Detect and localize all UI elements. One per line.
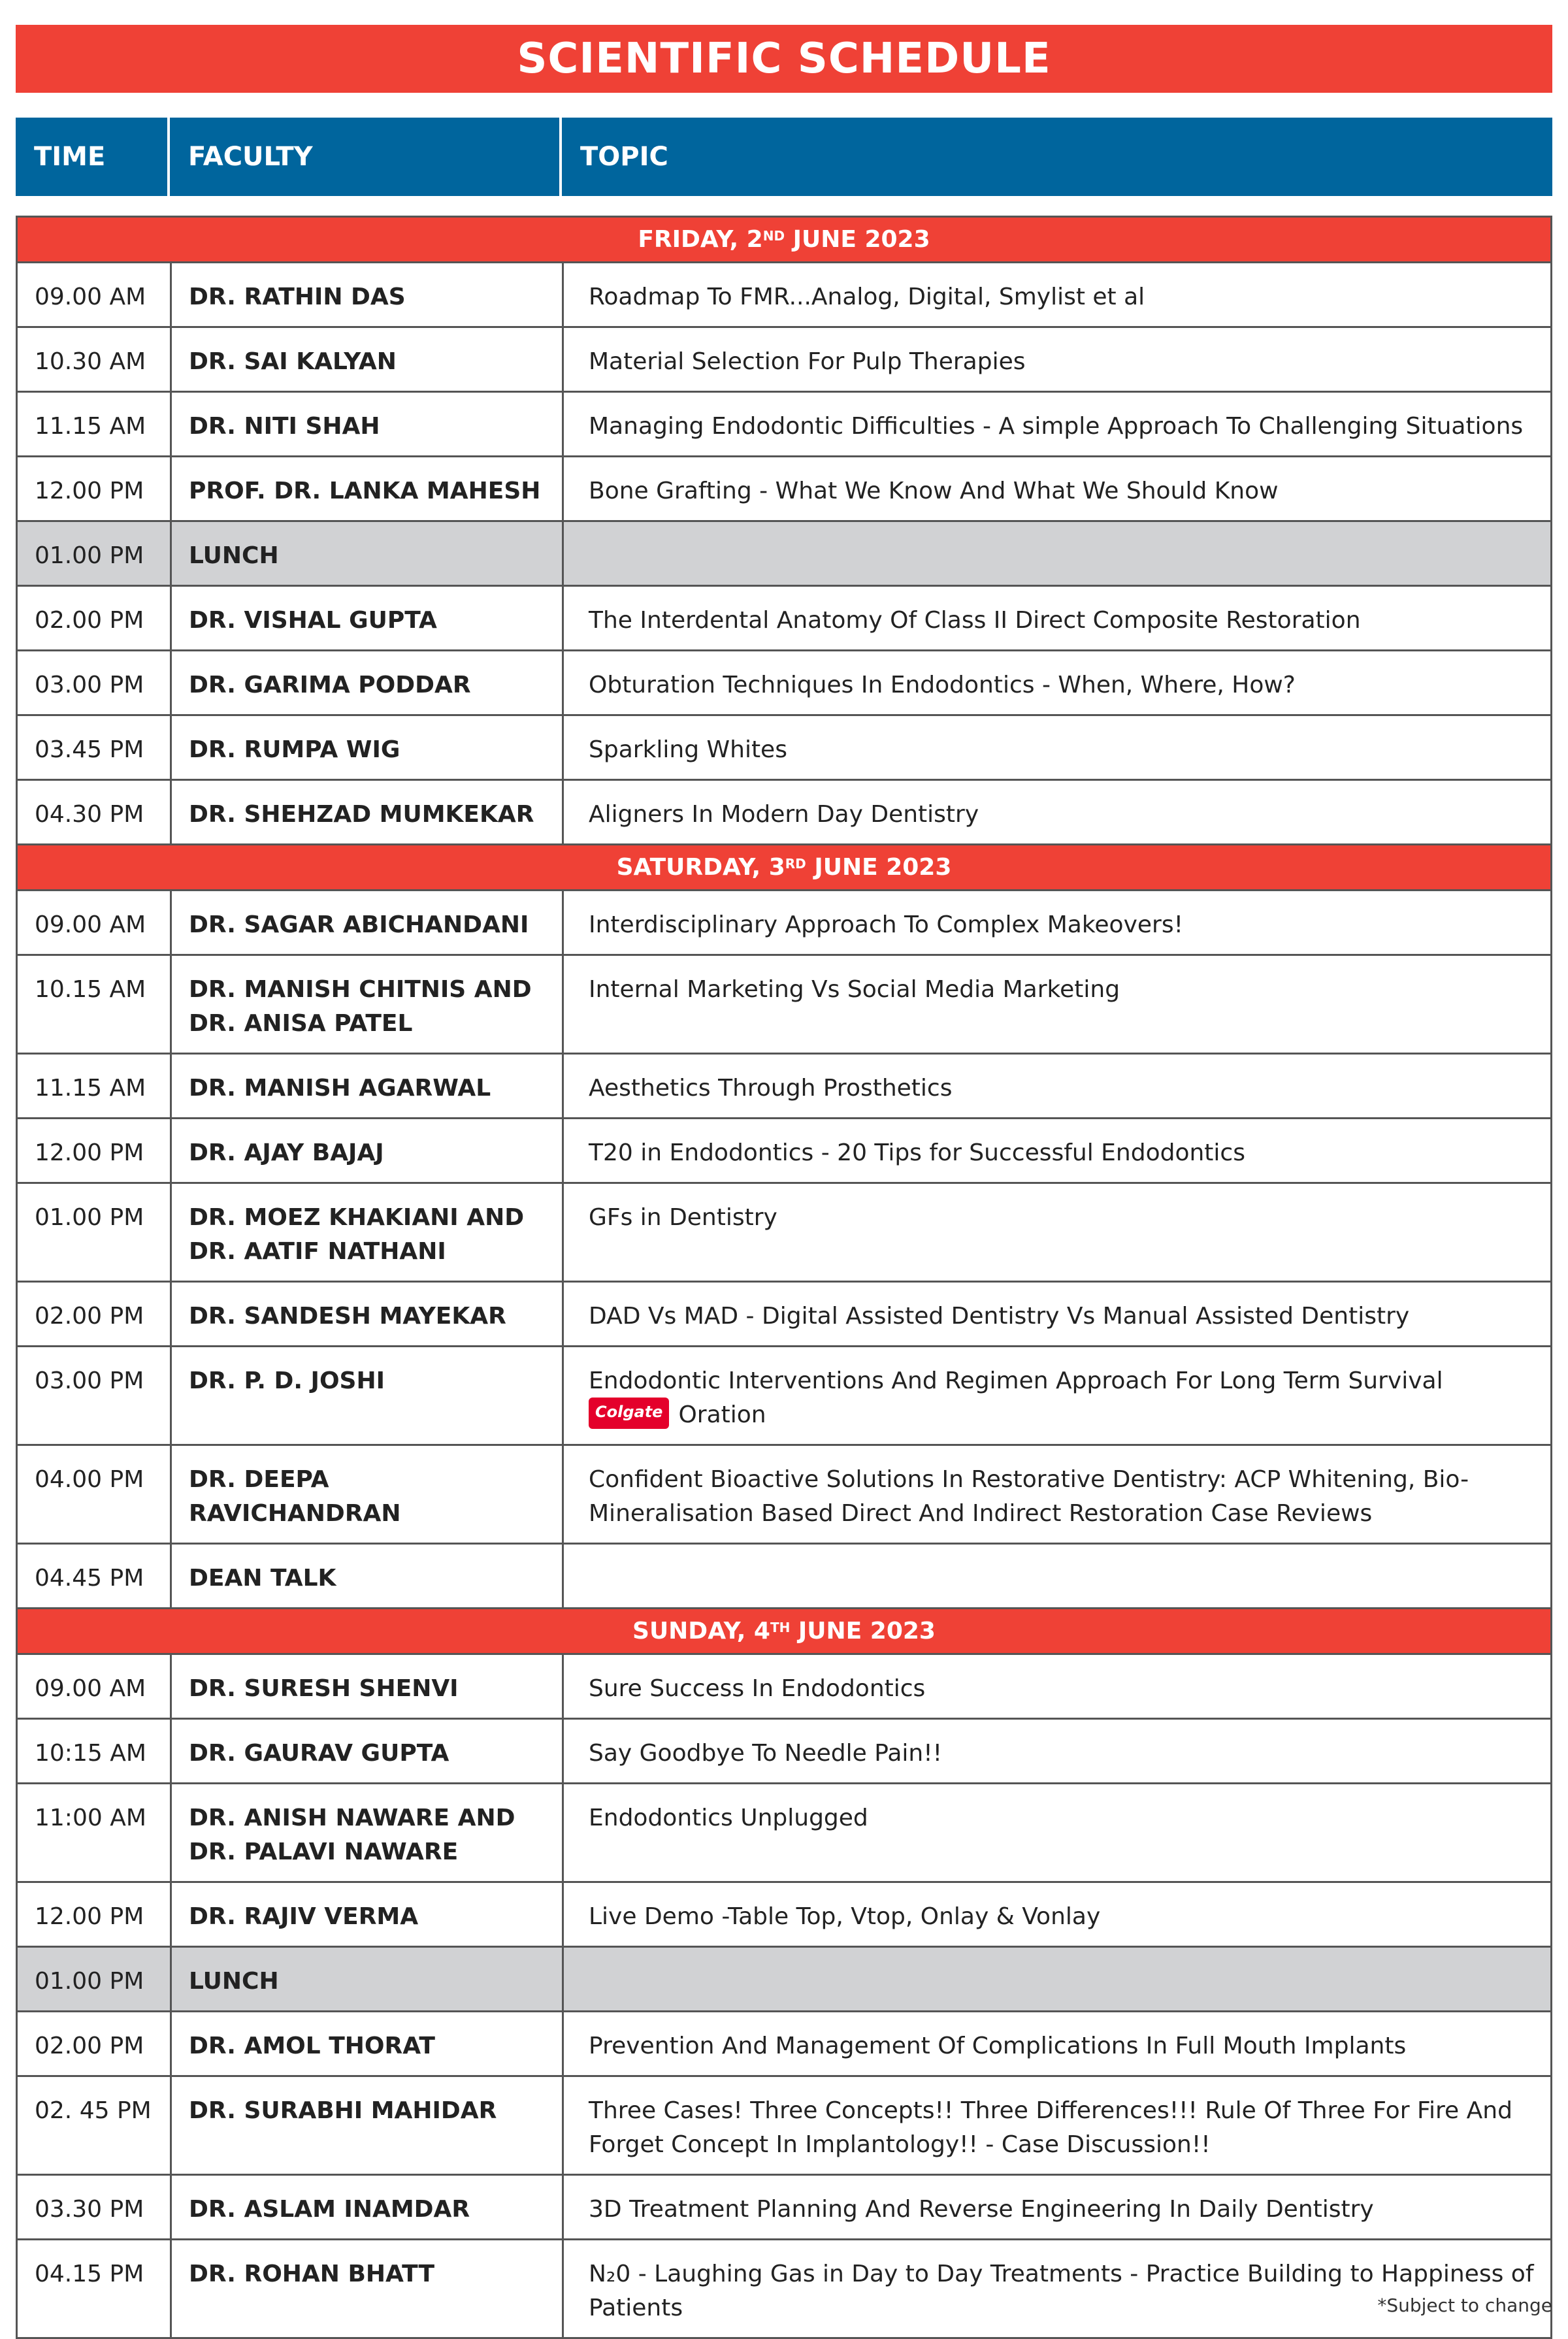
session-row (18, 1784, 1550, 1883)
session-topic: Three Cases! Three Concepts!! Three Differences!!! Rule Of Three For Fire And Forget Concept In Implantology!! - Case Discussion!! (589, 2097, 1512, 2158)
session-faculty: LUNCH (172, 522, 564, 585)
session-topic-cell (564, 1446, 1550, 1543)
session-faculty: DR. MANISH AGARWAL (172, 1055, 564, 1117)
session-row (18, 1720, 1550, 1784)
session-topic: Sparkling Whites (589, 736, 787, 763)
oration-line (589, 1398, 1535, 1432)
session-faculty: LUNCH (172, 1948, 564, 2010)
session-topic: Say Goodbye To Needle Pain!! (589, 1740, 943, 1767)
session-faculty: DR. SURABHI MAHIDAR (172, 2077, 564, 2174)
session-row (18, 1446, 1550, 1545)
session-topic-cell (564, 2077, 1550, 2174)
session-topic-cell (564, 891, 1550, 954)
session-topic-cell (564, 1948, 1550, 2010)
session-topic: Bone Grafting - What We Know And What We Should Know (589, 478, 1279, 504)
session-time: 11.15 AM (18, 1055, 172, 1117)
session-topic: T20 in Endodontics - 20 Tips for Successful Endodontics (589, 1139, 1245, 1166)
session-row (18, 891, 1550, 956)
session-faculty: DR. ROHAN BHATT (172, 2240, 564, 2337)
session-faculty: DR. RUMPA WIG (172, 716, 564, 779)
session-topic-cell (564, 1347, 1550, 1444)
day-header (18, 1609, 1550, 1655)
session-topic-cell (564, 1283, 1550, 1345)
day-ordinal-suffix: ND (762, 227, 785, 244)
session-faculty: PROF. DR. LANKA MAHESH (172, 457, 564, 520)
session-topic-cell (564, 1720, 1550, 1782)
day-month-year: JUNE 2023 (806, 854, 952, 881)
session-time: 04.30 PM (18, 781, 172, 843)
session-time: 01.00 PM (18, 1184, 172, 1281)
session-row (18, 2012, 1550, 2077)
session-row (18, 956, 1550, 1055)
session-time: 02.00 PM (18, 1283, 172, 1345)
session-faculty: DR. SHEHZAD MUMKEKAR (172, 781, 564, 843)
session-faculty: DR. DEEPA RAVICHANDRAN (172, 1446, 564, 1543)
session-time: 04.45 PM (18, 1545, 172, 1607)
session-time: 10.15 AM (18, 956, 172, 1053)
session-time: 03.30 PM (18, 2176, 172, 2238)
session-topic: Endodontic Interventions And Regimen Approach For Long Term Survival (589, 1367, 1443, 1394)
header-topic: TOPIC (580, 142, 668, 172)
session-faculty: DR. AJAY BAJAJ (172, 1119, 564, 1182)
session-time: 12.00 PM (18, 1883, 172, 1946)
session-topic: 3D Treatment Planning And Reverse Engineering In Daily Dentistry (589, 2196, 1374, 2223)
session-row (18, 393, 1550, 457)
session-topic-cell (564, 1119, 1550, 1182)
session-topic: Live Demo -Table Top, Vtop, Onlay & Vonlay (589, 1903, 1101, 1930)
colgate-logo: Colgate (589, 1398, 669, 1429)
day-ordinal-suffix: RD (785, 855, 806, 872)
session-topic: Obturation Techniques In Endodontics - When, Where, How? (589, 672, 1296, 698)
session-time: 11.15 AM (18, 393, 172, 455)
session-faculty: DR. MOEZ KHAKIANI AND DR. AATIF NATHANI (172, 1184, 564, 1281)
session-topic: The Interdental Anatomy Of Class II Direct Composite Restoration (589, 607, 1361, 634)
session-topic-cell (564, 2176, 1550, 2238)
table-header (16, 118, 1552, 196)
day-month-year: JUNE 2023 (785, 226, 930, 253)
day-header (18, 218, 1550, 263)
lunch-row (18, 522, 1550, 587)
session-time: 12.00 PM (18, 1119, 172, 1182)
session-faculty: DR. VISHAL GUPTA (172, 587, 564, 649)
session-row (18, 1655, 1550, 1720)
session-faculty: DR. SANDESH MAYEKAR (172, 1283, 564, 1345)
session-topic-cell (564, 328, 1550, 391)
schedule-title: SCIENTIFIC SCHEDULE (16, 25, 1552, 93)
session-faculty: DR. RAJIV VERMA (172, 1883, 564, 1946)
day-label: FRIDAY, 2 (638, 226, 763, 253)
session-topic: GFs in Dentistry (589, 1204, 777, 1231)
session-time: 03.45 PM (18, 716, 172, 779)
session-faculty: DR. ANISH NAWARE AND DR. PALAVI NAWARE (172, 1784, 564, 1881)
session-faculty: DR. AMOL THORAT (172, 2012, 564, 2075)
session-row (18, 457, 1550, 522)
session-row (18, 1119, 1550, 1184)
session-time: 03.00 PM (18, 651, 172, 714)
session-topic: Endodontics Unplugged (589, 1805, 868, 1831)
session-topic: Internal Marketing Vs Social Media Marketing (589, 976, 1120, 1003)
session-row (18, 1347, 1550, 1446)
session-topic-cell (564, 1184, 1550, 1281)
session-row (18, 1184, 1550, 1283)
session-row (18, 328, 1550, 393)
session-faculty: DR. MANISH CHITNIS AND DR. ANISA PATEL (172, 956, 564, 1053)
session-topic-cell (564, 651, 1550, 714)
day-label: SATURDAY, 3 (616, 854, 785, 881)
header-time: TIME (16, 118, 170, 196)
session-topic-cell (564, 457, 1550, 520)
session-topic-cell (564, 1055, 1550, 1117)
session-faculty: DR. GAURAV GUPTA (172, 1720, 564, 1782)
session-topic: Prevention And Management Of Complications In Full Mouth Implants (589, 2033, 1407, 2059)
session-topic-cell (564, 2012, 1550, 2075)
session-faculty: DR. P. D. JOSHI (172, 1347, 564, 1444)
session-topic-cell (564, 716, 1550, 779)
session-topic: Aesthetics Through Prosthetics (589, 1075, 953, 1102)
session-faculty: DR. SAI KALYAN (172, 328, 564, 391)
session-row (18, 1283, 1550, 1347)
day-month-year: JUNE 2023 (790, 1618, 936, 1644)
day-ordinal-suffix: TH (770, 1619, 791, 1635)
session-row (18, 2077, 1550, 2176)
session-row (18, 716, 1550, 781)
session-time: 02.00 PM (18, 587, 172, 649)
session-topic-cell (564, 956, 1550, 1053)
session-topic-cell (564, 263, 1550, 326)
session-row (18, 1545, 1550, 1609)
session-time: 09.00 AM (18, 891, 172, 954)
session-time: 10:15 AM (18, 1720, 172, 1782)
session-time: 02. 45 PM (18, 2077, 172, 2174)
session-time: 10.30 AM (18, 328, 172, 391)
session-time: 01.00 PM (18, 1948, 172, 2010)
session-faculty: DR. SAGAR ABICHANDANI (172, 891, 564, 954)
session-time: 04.00 PM (18, 1446, 172, 1543)
session-row (18, 1883, 1550, 1948)
schedule-table (16, 216, 1552, 2339)
session-topic: Interdisciplinary Approach To Complex Makeovers! (589, 911, 1184, 938)
session-topic: Confident Bioactive Solutions In Restorative Dentistry: ACP Whitening, Bio-Mineralisation Based Direct And Indirect Restoration Case Reviews (589, 1466, 1469, 1527)
footnote: *Subject to change (1377, 2295, 1552, 2316)
session-topic: Aligners In Modern Day Dentistry (589, 801, 979, 828)
session-row (18, 2176, 1550, 2240)
session-topic-cell (564, 393, 1550, 455)
session-topic: Sure Success In Endodontics (589, 1675, 926, 1702)
session-time: 09.00 AM (18, 263, 172, 326)
session-topic: Material Selection For Pulp Therapies (589, 348, 1026, 375)
session-row (18, 587, 1550, 651)
session-topic: N₂0 - Laughing Gas in Day to Day Treatments - Practice Building to Happiness of Patients (589, 2261, 1534, 2321)
session-row (18, 2240, 1550, 2339)
session-time: 11:00 AM (18, 1784, 172, 1881)
session-row (18, 263, 1550, 328)
session-topic-cell (564, 2240, 1550, 2337)
session-row (18, 1055, 1550, 1119)
day-label: SUNDAY, 4 (632, 1618, 770, 1644)
session-time: 12.00 PM (18, 457, 172, 520)
oration-label: Oration (678, 1401, 766, 1428)
session-topic-cell (564, 1655, 1550, 1718)
session-topic-cell (564, 781, 1550, 843)
day-header (18, 845, 1550, 891)
session-time: 04.15 PM (18, 2240, 172, 2337)
session-topic: DAD Vs MAD - Digital Assisted Dentistry Vs Manual Assisted Dentistry (589, 1303, 1410, 1330)
session-faculty: DR. NITI SHAH (172, 393, 564, 455)
session-faculty: DR. ASLAM INAMDAR (172, 2176, 564, 2238)
session-topic: Managing Endodontic Difficulties - A simple Approach To Challenging Situations (589, 413, 1524, 440)
lunch-row (18, 1948, 1550, 2012)
session-faculty: DR. SURESH SHENVI (172, 1655, 564, 1718)
session-time: 01.00 PM (18, 522, 172, 585)
session-time: 03.00 PM (18, 1347, 172, 1444)
session-faculty: DR. GARIMA PODDAR (172, 651, 564, 714)
session-row (18, 651, 1550, 716)
session-topic-cell (564, 1545, 1550, 1607)
session-topic-cell (564, 1784, 1550, 1881)
session-topic-cell (564, 587, 1550, 649)
session-row (18, 781, 1550, 845)
session-topic-cell (564, 522, 1550, 585)
session-topic-cell (564, 1883, 1550, 1946)
session-faculty: DEAN TALK (172, 1545, 564, 1607)
header-faculty: FACULTY (170, 118, 562, 196)
session-topic: Roadmap To FMR...Analog, Digital, Smylist et al (589, 284, 1145, 310)
session-faculty: DR. RATHIN DAS (172, 263, 564, 326)
session-time: 09.00 AM (18, 1655, 172, 1718)
session-time: 02.00 PM (18, 2012, 172, 2075)
